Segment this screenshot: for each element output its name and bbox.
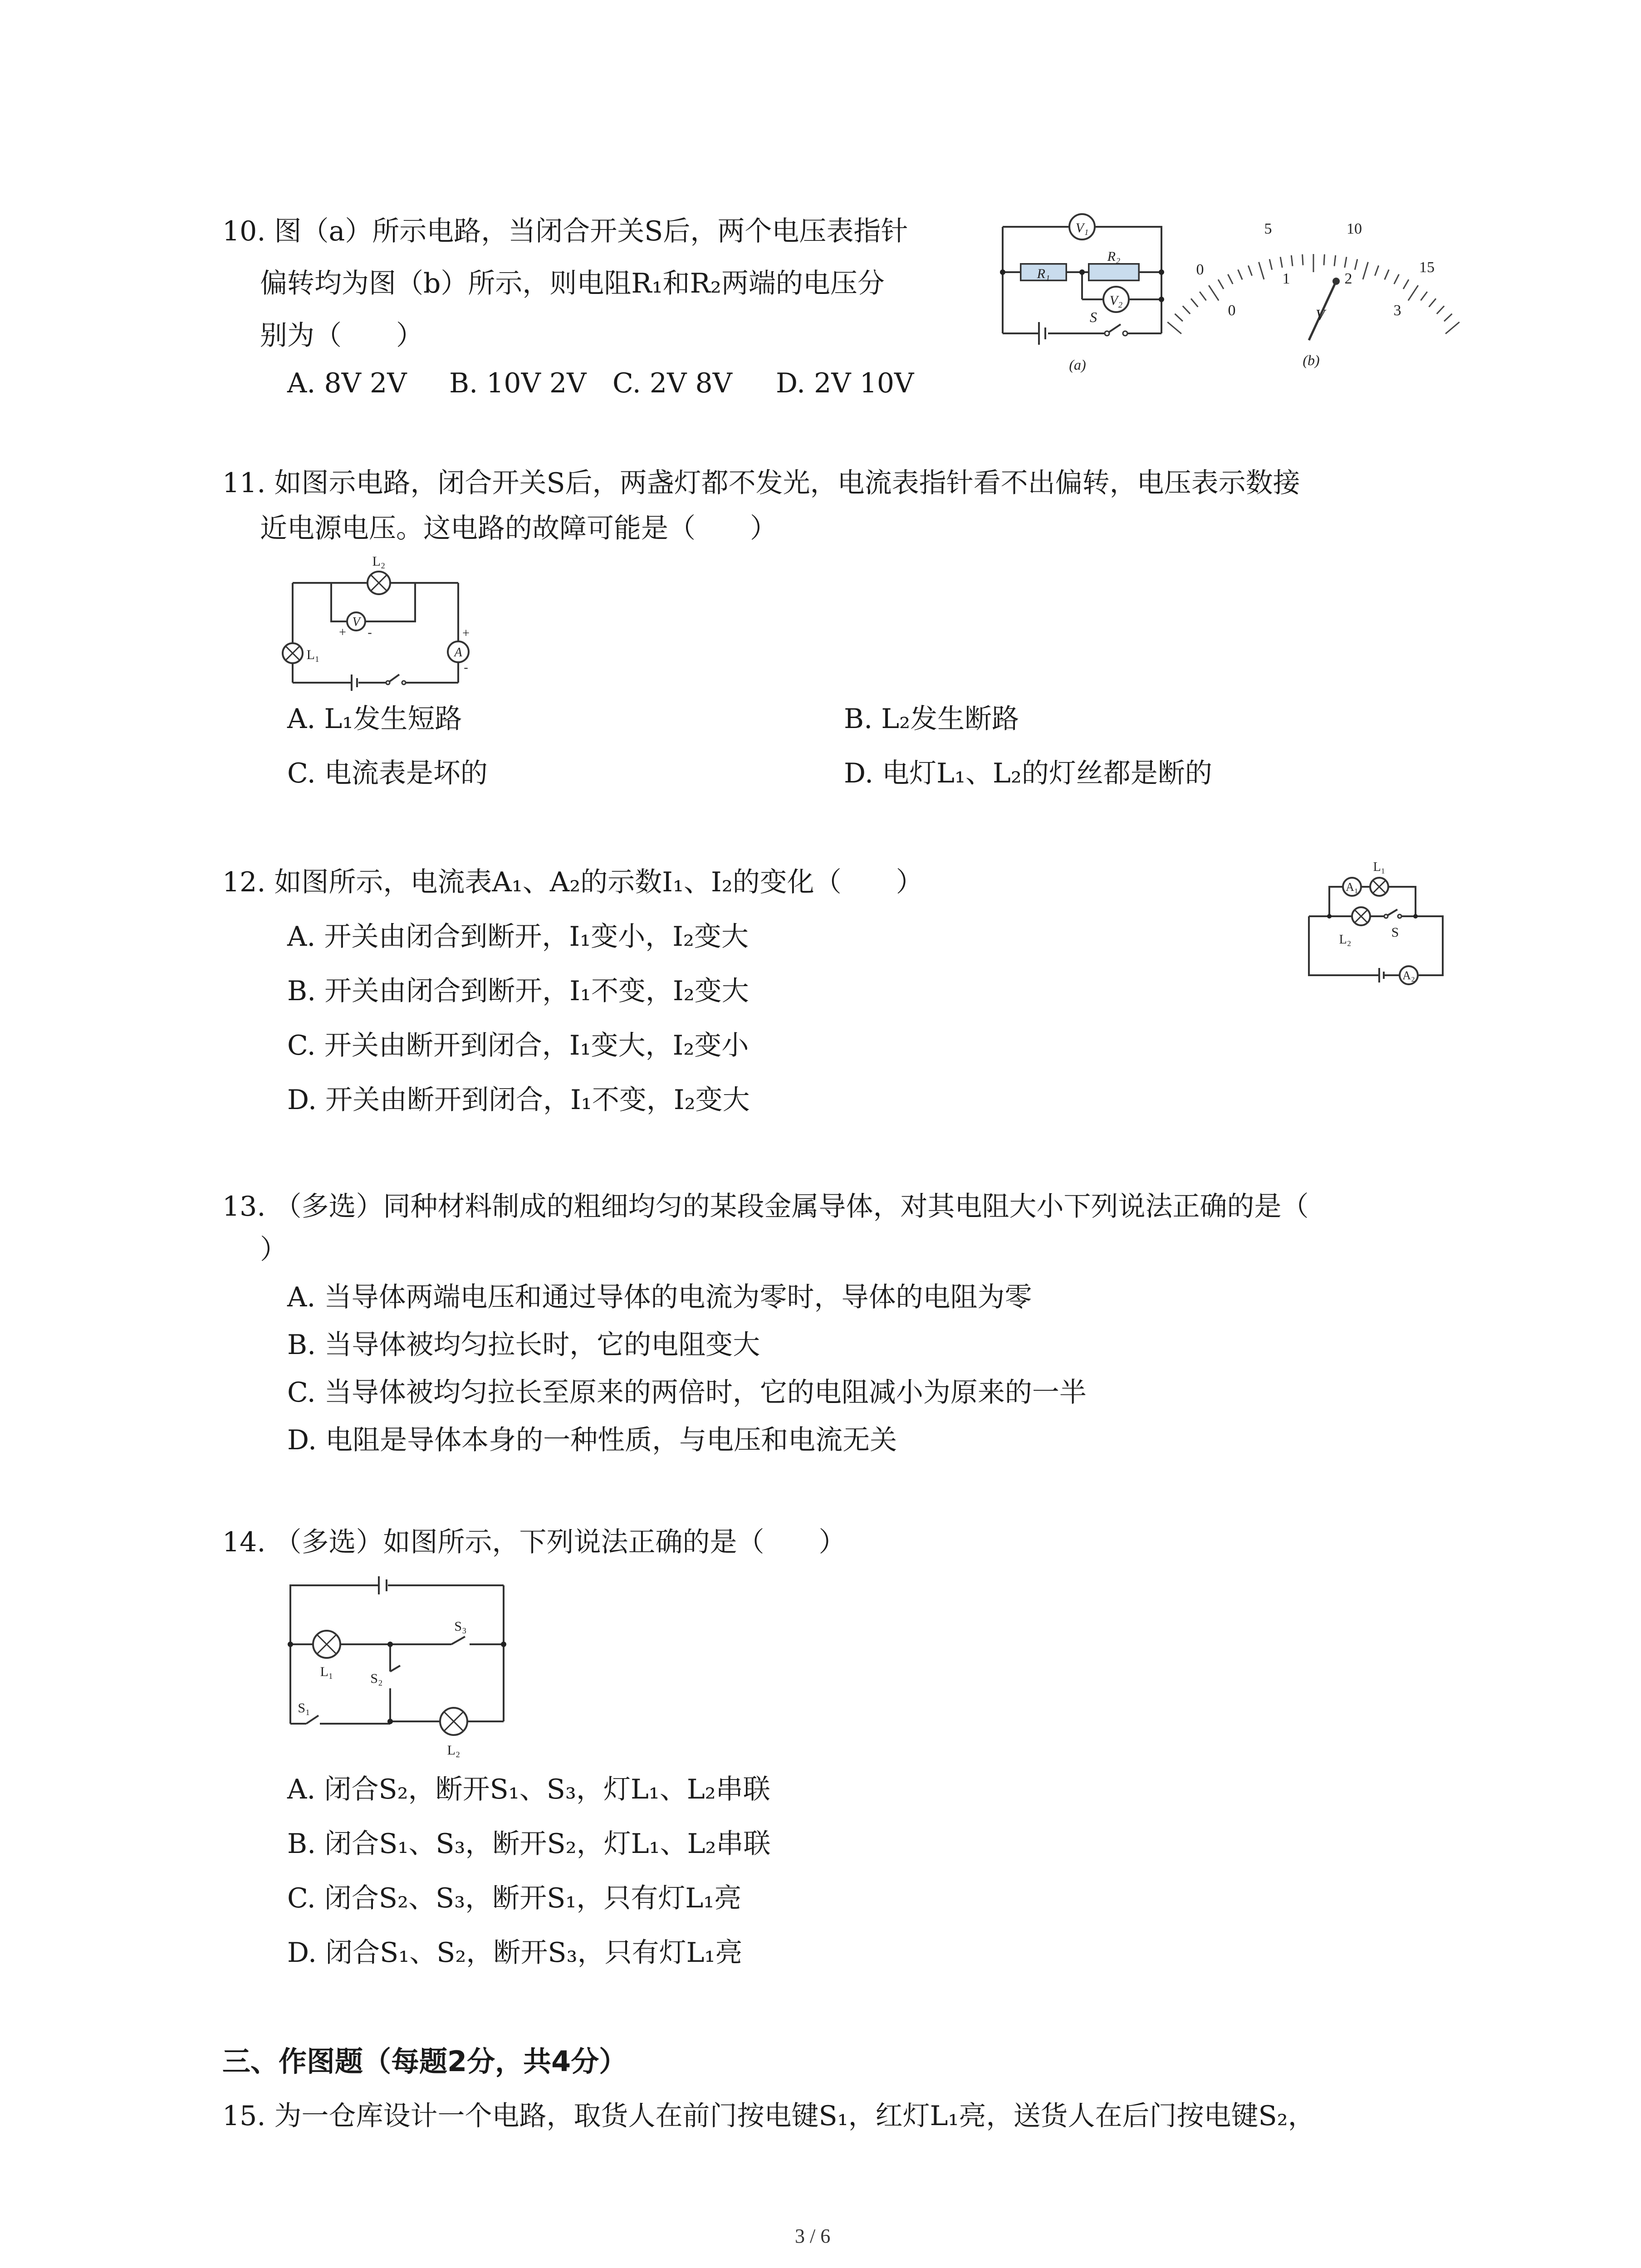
dial-bottom-2: 2 (1344, 270, 1352, 287)
q12-circuit-figure (1302, 853, 1456, 989)
dial-tick (1291, 255, 1293, 266)
dial-tick (1429, 298, 1436, 307)
q10-fig-v2-label: V₂ (1109, 293, 1123, 308)
page-number: 3 / 6 (795, 2225, 831, 2247)
q11-fig-v-minus: - (367, 626, 372, 640)
dial-tick (1421, 292, 1427, 300)
q14-circuit-figure (281, 1569, 517, 1760)
q15-stem: 15. 为一仓库设计一个电路，取货人在前门按电键S₁，红灯L₁亮，送货人在后门按电键S₂， (222, 2100, 1315, 2132)
dial-tick (1437, 306, 1444, 314)
q10-fig-b-caption: (b) (1303, 352, 1320, 368)
q14-stem: 14. （多选）如图所示，下列说法正确的是（ ） (222, 1526, 846, 1558)
q10-option-b: B. 10V 2V (449, 367, 587, 399)
q14-option-b: B. 闭合S₁、S₃，断开S₂，灯L₁、L₂串联 (287, 1828, 771, 1860)
q14-option-d: D. 闭合S₁、S₂，断开S₃，只有灯L₁亮 (287, 1937, 743, 1969)
q10-fig-r2-label: R₂ (1107, 249, 1121, 264)
dial-tick (1269, 259, 1272, 269)
dial-tick (1238, 269, 1243, 279)
section-3-heading: 三、作图题（每题2分，共4分） (222, 2045, 627, 2078)
q11-circuit-figure (279, 556, 479, 692)
q14-fig-l2-label: L₂ (447, 1743, 460, 1758)
q13-stem-line-2: ） (260, 1234, 287, 1266)
q12-option-c: C. 开关由断开到闭合，I₁变大，I₂变小 (287, 1030, 749, 1061)
q13-option-c: C. 当导体被均匀拉长至原来的两倍时，它的电阻减小为原来的一半 (287, 1377, 1087, 1408)
dial-tick (1363, 262, 1368, 279)
dial-bottom-3: 3 (1393, 302, 1401, 319)
q11-fig-v-plus: + (339, 626, 346, 640)
q11-stem-line-2: 近电源电压。这电路的故障可能是（ ） (260, 513, 777, 544)
dial-top-10: 10 (1347, 220, 1362, 237)
q12-option-a: A. 开关由闭合到断开，I₁变小，I₂变大 (287, 921, 749, 953)
q11-option-a: A. L₁发生短路 (287, 703, 462, 735)
q11-fig-l2-label: L₂ (372, 554, 386, 569)
q14-option-c: C. 闭合S₂、S₃，断开S₁，只有灯L₁亮 (287, 1882, 742, 1914)
dial-bottom-1: 1 (1282, 270, 1290, 287)
q10-option-a: A. 8V 2V (287, 367, 407, 399)
q13-option-b: B. 当导体被均匀拉长时，它的电阻变大 (287, 1329, 760, 1361)
dial-tick (1355, 259, 1357, 269)
q13-option-a: A. 当导体两端电压和通过导体的电流为零时，导体的电阻为零 (287, 1281, 1032, 1313)
dial-tick (1334, 255, 1336, 266)
dial-tick (1248, 265, 1252, 276)
q10-stem-line-2: 偏转均为图（b）所示，则电阻R₁和R₂两端的电压分 (260, 268, 885, 299)
dial-top-5: 5 (1264, 220, 1272, 237)
q14-fig-s3-label: S₃ (454, 1619, 467, 1634)
dial-tick (1218, 279, 1224, 289)
q10-fig-r1-label: R₁ (1037, 266, 1050, 281)
q11-fig-v-label: V (352, 615, 360, 629)
q10-option-d: D. 2V 10V (776, 367, 914, 399)
q14-fig-s2-label: S₂ (370, 1671, 383, 1686)
q11-option-b: B. L₂发生断路 (844, 703, 1019, 735)
q10-stem-line-3: 别为（ ） (260, 320, 423, 352)
dial-bottom-0: 0 (1228, 302, 1236, 319)
q12-option-b: B. 开关由闭合到断开，I₁不变，I₂变大 (287, 975, 749, 1007)
q12-fig-a2-label: A₂ (1402, 969, 1415, 982)
q11-fig-a-label: A (454, 645, 462, 660)
q12-fig-s-label: S (1391, 925, 1399, 940)
dial-tick (1209, 285, 1219, 300)
q12-option-d: D. 开关由断开到闭合，I₁不变，I₂变大 (287, 1084, 750, 1116)
dial-tick (1280, 257, 1282, 268)
q11-fig-l1-label: L₁ (306, 647, 320, 662)
q10-option-c: C. 2V 8V (612, 367, 732, 399)
q10-fig-v1-label: V₁ (1075, 220, 1089, 235)
q11-fig-a-plus: + (462, 626, 470, 640)
q12-fig-l2-label: L₂ (1339, 933, 1352, 947)
q12-fig-a1-label: A₁ (1346, 880, 1358, 894)
q14-fig-s1-label: S₁ (298, 1701, 310, 1716)
dial-unit-label: V (1315, 307, 1325, 323)
dial-tick (1228, 274, 1233, 284)
dial-tick (1375, 265, 1378, 276)
q11-fig-a-minus: - (464, 660, 468, 675)
q10-fig-a-caption: (a) (1069, 357, 1086, 373)
q11-option-d: D. 电灯L₁、L₂的灯丝都是断的 (844, 758, 1212, 789)
dial-tick (1403, 279, 1409, 289)
q13-option-d: D. 电阻是导体本身的一种性质，与电压和电流无关 (287, 1424, 897, 1456)
q10-circuit-figure-a (998, 213, 1180, 381)
q12-fig-l1-label: L₁ (1373, 860, 1386, 874)
q12-stem: 12. 如图所示，电流表A₁、A₂的示数I₁、I₂的变化（ ） (222, 866, 923, 898)
dial-tick (1408, 285, 1418, 300)
dial-tick (1394, 274, 1399, 284)
q10-fig-s-label: S (1090, 309, 1097, 325)
dial-tick (1183, 306, 1190, 314)
dial-tick (1345, 257, 1347, 268)
dial-tick (1200, 292, 1206, 300)
dial-tick (1191, 298, 1198, 307)
q13-stem-line-1: 13. （多选）同种材料制成的粗细均匀的某段金属导体，对其电阻大小下列说法正确的是（ (222, 1191, 1309, 1222)
q11-stem-line-1: 11. 如图示电路，闭合开关S后，两盏灯都不发光，电流表指针看不出偏转，电压表示数接 (222, 467, 1300, 499)
dial-tick (1259, 262, 1264, 279)
dial-top-15: 15 (1419, 259, 1435, 276)
q10-voltmeter-dial-figure-b (1189, 209, 1443, 381)
dial-tick (1385, 269, 1389, 279)
q14-option-a: A. 闭合S₂，断开S₁、S₃，灯L₁、L₂串联 (287, 1774, 770, 1805)
dial-tick (1444, 314, 1452, 321)
dial-tick (1445, 322, 1460, 334)
q10-stem-line-1: 10. 图（a）所示电路，当闭合开关S后，两个电压表指针 (222, 215, 908, 247)
dial-top-0: 0 (1196, 261, 1204, 278)
q14-fig-l1-label: L₁ (320, 1664, 333, 1679)
q11-option-c: C. 电流表是坏的 (287, 758, 488, 789)
